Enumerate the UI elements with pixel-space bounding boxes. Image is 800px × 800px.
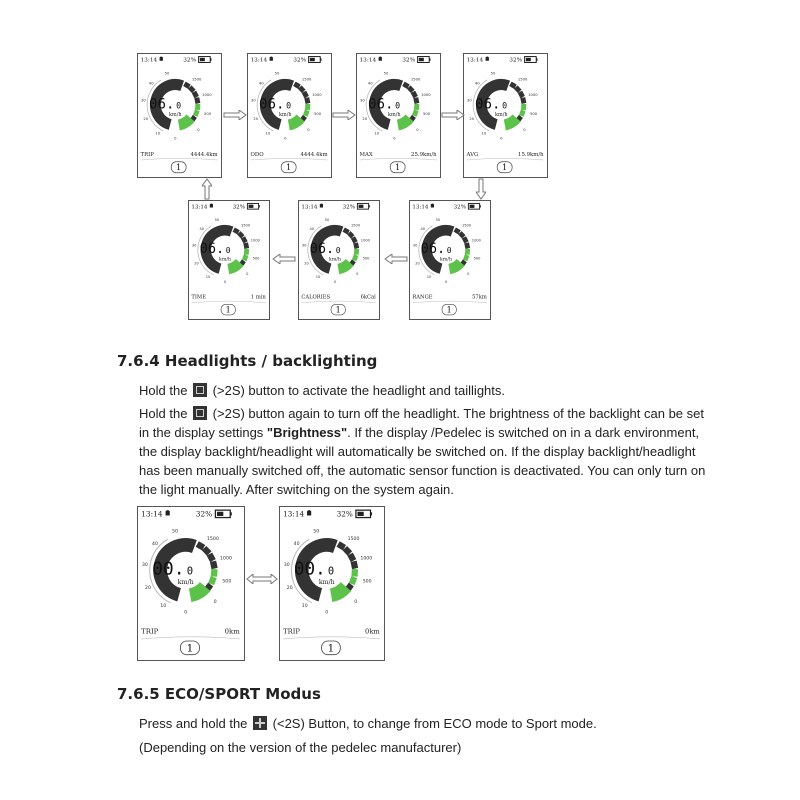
power-tick-label: 500 <box>529 111 538 116</box>
headlight-icon <box>431 203 434 207</box>
battery-icon <box>418 57 431 63</box>
speed-value: 00. <box>152 558 185 580</box>
light-button-icon <box>193 406 207 420</box>
battery-percent: 32% <box>336 509 353 519</box>
power-tick-label: 1000 <box>219 556 233 562</box>
battery-percent: 32% <box>195 509 213 519</box>
assist-level-arc <box>331 587 346 596</box>
speed-decimal: 0 <box>225 246 231 256</box>
speed-tick-label: 40 <box>420 227 426 232</box>
display-screen-light-on <box>137 506 245 661</box>
speed-tick-label: 50 <box>324 217 330 222</box>
assist-level-arc <box>190 587 205 596</box>
display-screen-time <box>188 200 270 320</box>
power-tick-label: 1000 <box>528 93 538 98</box>
clock-text: 13:14 <box>359 57 377 64</box>
power-tick-label: 1000 <box>312 93 322 98</box>
info-label: RANGE <box>412 294 433 301</box>
clock-text: 13:14 <box>301 204 318 211</box>
speed-decimal: 0 <box>446 246 452 256</box>
assist-mode-indicator <box>281 162 296 173</box>
power-tick-label: 500 <box>313 111 322 116</box>
light-button-icon <box>193 383 207 397</box>
power-tick-label: 0 <box>246 271 249 276</box>
text: (<2S) Button, to change from ECO mode to Sport mode. <box>272 716 597 731</box>
headlight-icon <box>486 57 489 61</box>
assist-level-value: 1 <box>335 305 341 315</box>
speed-decimal: 0 <box>502 100 508 111</box>
speed-tick-label: 50 <box>214 217 220 222</box>
power-tick-label: 0 <box>307 127 310 133</box>
double-arrow-icon <box>246 574 278 584</box>
arrow-right-icon <box>441 110 465 120</box>
info-value: 4444.4km <box>300 151 328 158</box>
speed-tick-label: 10 <box>160 603 167 609</box>
battery-percent: 32% <box>402 57 416 64</box>
speed-tick-label: 20 <box>304 261 309 266</box>
assist-level-value: 1 <box>186 642 194 655</box>
assist-level-value: 1 <box>502 162 508 173</box>
power-tick-label: 500 <box>362 256 370 261</box>
text: Press and hold the <box>139 716 248 731</box>
speed-tick-label: 10 <box>481 131 487 136</box>
speed-tick-label: 50 <box>435 217 441 222</box>
speed-unit: km/h <box>495 111 508 118</box>
power-tick-label: 500 <box>222 579 232 585</box>
paragraph-line: the light manually. After switching on the system again. <box>139 482 454 497</box>
power-tick-label: 500 <box>473 256 481 261</box>
speed-tick-label: 0 <box>444 280 448 285</box>
battery-percent: 32% <box>342 204 355 211</box>
battery-icon <box>356 510 372 517</box>
assist-level-arc <box>179 118 191 125</box>
headlight-icon <box>320 203 323 207</box>
headlight-icon <box>160 57 163 61</box>
power-tick-label: 0 <box>523 127 526 133</box>
battery-percent: 32% <box>293 57 307 64</box>
section-heading-headlights: 7.6.4 Headlights / backlighting <box>117 352 378 370</box>
power-tick-label: 0 <box>467 271 470 276</box>
assist-mode-indicator <box>221 304 235 315</box>
assist-mode-indicator <box>390 162 405 173</box>
info-value: 0km <box>365 627 380 636</box>
arrow-down-icon <box>476 178 486 200</box>
speed-tick-label: 10 <box>426 275 432 280</box>
paragraph-line: the display backlight/headlight will automatically be switched on. If the display backlight/headlight <box>139 444 696 459</box>
speed-tick-label: 10 <box>155 131 161 136</box>
info-label: CALORIES <box>301 294 331 301</box>
speed-tick-label: 40 <box>309 227 315 232</box>
speed-unit: km/h <box>318 578 335 587</box>
speed-tick-label: 30 <box>301 243 307 248</box>
assist-mode-indicator <box>497 162 512 173</box>
info-label: TRIP <box>141 627 159 636</box>
mode-button-icon <box>253 716 267 730</box>
speed-decimal: 0 <box>395 100 401 111</box>
battery-percent: 32% <box>183 57 197 64</box>
speed-tick-label: 40 <box>151 541 158 547</box>
speed-unit: km/h <box>328 257 342 263</box>
assist-level-arc <box>505 118 517 125</box>
power-tick-label: 1500 <box>191 77 202 82</box>
speed-decimal: 0 <box>327 565 335 578</box>
info-value: 0km <box>224 627 240 636</box>
speed-tick-label: 10 <box>374 131 380 136</box>
speed-value: 06. <box>259 96 285 113</box>
assist-level-value: 1 <box>225 305 231 315</box>
speed-tick-label: 20 <box>415 261 420 266</box>
paragraph-line <box>139 423 699 442</box>
clock-text: 13:14 <box>191 204 208 211</box>
battery-icon <box>468 203 480 209</box>
assist-mode-indicator <box>442 304 456 315</box>
speed-tick-label: 40 <box>258 81 264 86</box>
speed-tick-label: 50 <box>274 71 280 76</box>
speed-tick-label: 0 <box>333 280 337 285</box>
assist-level-value: 1 <box>286 162 292 173</box>
display-screen-light-off <box>279 506 385 661</box>
speed-tick-label: 20 <box>286 586 293 592</box>
text: Hold the <box>139 383 188 398</box>
paragraph-line <box>139 714 597 733</box>
power-tick-label: 1500 <box>410 77 421 82</box>
speed-tick-label: 0 <box>500 136 503 141</box>
assist-level-arc <box>449 262 460 269</box>
info-label: AVG <box>466 151 479 158</box>
speed-value: 06. <box>149 96 175 113</box>
speed-value: 06. <box>199 240 225 258</box>
battery-icon <box>199 57 212 63</box>
speed-tick-label: 10 <box>315 275 321 280</box>
assist-level-arc <box>228 262 239 269</box>
speed-tick-label: 40 <box>367 81 373 86</box>
section-heading-eco-sport: 7.6.5 ECO/SPORT Modus <box>117 685 321 703</box>
speed-unit: km/h <box>439 257 453 263</box>
power-tick-label: 500 <box>203 111 212 116</box>
display-screen-calories <box>298 200 380 320</box>
speed-tick-label: 20 <box>144 586 151 592</box>
speed-tick-label: 30 <box>467 98 472 103</box>
headlight-icon <box>166 510 170 515</box>
text: in the display settings <box>139 425 267 440</box>
paragraph-line <box>139 404 704 423</box>
arrow-left-icon <box>272 254 296 264</box>
power-tick-label: 0 <box>197 127 200 133</box>
battery-icon <box>309 57 322 63</box>
speed-tick-label: 50 <box>313 529 320 535</box>
speed-unit: km/h <box>279 111 292 118</box>
display-screen-avg <box>463 53 548 178</box>
clock-text: 13:14 <box>250 57 268 64</box>
speed-tick-label: 50 <box>490 71 496 76</box>
arrow-up-icon <box>202 178 212 200</box>
headlight-icon <box>307 510 311 515</box>
text: . If the display /Pedelec is switched on in a dark environment, <box>347 425 700 440</box>
clock-text: 13:14 <box>412 204 429 211</box>
info-value: 6kCal <box>360 294 376 301</box>
power-tick-label: 1000 <box>202 93 212 98</box>
speed-decimal: 0 <box>176 100 182 111</box>
speed-decimal: 0 <box>186 565 194 578</box>
info-label: TRIP <box>283 627 300 636</box>
assist-level-value: 1 <box>176 162 182 173</box>
speed-decimal: 0 <box>335 246 341 256</box>
info-value: 1 min <box>250 294 266 301</box>
speed-tick-label: 30 <box>283 562 290 568</box>
assist-mode-indicator <box>180 641 199 655</box>
power-tick-label: 1500 <box>350 223 361 228</box>
speed-tick-label: 20 <box>194 261 199 266</box>
brightness-setting-name: "Brightness" <box>266 425 348 440</box>
power-tick-label: 500 <box>422 111 431 116</box>
speed-tick-label: 20 <box>143 117 149 122</box>
speed-tick-label: 40 <box>199 227 205 232</box>
battery-percent: 32% <box>509 57 523 64</box>
assist-level-arc <box>338 262 349 269</box>
headlight-icon <box>270 57 273 61</box>
battery-icon <box>247 203 259 209</box>
headlight-icon <box>379 57 382 61</box>
power-tick-label: 0 <box>416 127 419 133</box>
power-tick-label: 1000 <box>421 93 431 98</box>
clock-text: 13:14 <box>140 57 158 64</box>
info-label: TIME <box>191 294 207 301</box>
assist-level-arc <box>398 118 410 125</box>
power-tick-label: 0 <box>213 599 217 605</box>
info-label: ODO <box>250 151 264 158</box>
assist-level-value: 1 <box>446 305 452 315</box>
speed-tick-label: 20 <box>253 117 259 122</box>
power-tick-label: 1500 <box>240 223 251 228</box>
speed-tick-label: 30 <box>412 243 418 248</box>
speed-tick-label: 50 <box>171 529 179 535</box>
speed-tick-label: 0 <box>284 136 287 141</box>
power-tick-label: 1500 <box>301 77 312 82</box>
speed-tick-label: 10 <box>301 603 308 609</box>
speed-tick-label: 30 <box>141 98 146 103</box>
speed-tick-label: 0 <box>393 136 396 141</box>
speed-tick-label: 0 <box>174 136 177 141</box>
speed-tick-label: 30 <box>360 98 365 103</box>
clock-text: 13:14 <box>466 57 484 64</box>
arrow-right-icon <box>332 110 356 120</box>
battery-percent: 32% <box>453 204 466 211</box>
assist-mode-indicator <box>322 641 341 655</box>
arrow-left-icon <box>384 254 408 264</box>
speed-value: 06. <box>475 96 501 113</box>
battery-icon <box>215 510 231 517</box>
power-tick-label: 0 <box>354 599 358 605</box>
speed-tick-label: 40 <box>474 81 480 86</box>
power-tick-label: 500 <box>252 256 260 261</box>
paragraph-line <box>139 381 505 400</box>
speed-decimal: 0 <box>286 100 292 111</box>
text: (>2S) button again to turn off the headlight. The brightness of the backlight can be set <box>212 406 704 421</box>
info-value: 25.9km/h <box>411 151 437 158</box>
power-tick-label: 1000 <box>471 238 481 243</box>
power-tick-label: 0 <box>356 271 359 276</box>
power-tick-label: 1500 <box>461 223 472 228</box>
clock-text: 13:14 <box>141 509 163 519</box>
display-screen-odo <box>247 53 332 178</box>
speed-unit: km/h <box>169 111 182 118</box>
speed-tick-label: 30 <box>191 243 197 248</box>
speed-value: 06. <box>309 240 335 258</box>
paragraph-line: has been manually switched off, the automatic sensor function is deactivated. You can only turn on <box>139 463 706 478</box>
power-tick-label: 1000 <box>360 238 370 243</box>
assist-level-value: 1 <box>327 642 335 655</box>
speed-tick-label: 20 <box>362 117 368 122</box>
info-value: 15.9km/h <box>518 151 544 158</box>
speed-tick-label: 20 <box>469 117 475 122</box>
power-tick-label: 1000 <box>360 556 373 562</box>
speed-value: 06. <box>420 240 446 258</box>
power-tick-label: 1500 <box>206 537 220 543</box>
info-label: TRIP <box>140 151 154 158</box>
paragraph-line: (Depending on the version of the pedelec manufacturer) <box>139 740 462 755</box>
speed-tick-label: 40 <box>293 541 300 547</box>
info-label: MAX <box>359 151 373 158</box>
assist-level-arc <box>289 118 301 125</box>
speed-tick-label: 0 <box>184 610 188 616</box>
assist-mode-indicator <box>171 162 186 173</box>
speed-unit: km/h <box>177 579 194 587</box>
speed-tick-label: 40 <box>148 81 154 86</box>
speed-tick-label: 50 <box>383 71 389 76</box>
headlight-icon <box>210 203 213 207</box>
speed-tick-label: 0 <box>223 280 227 285</box>
display-screen-range <box>409 200 491 320</box>
power-tick-label: 500 <box>362 579 372 585</box>
power-tick-label: 1500 <box>347 537 360 543</box>
info-value: 4444.4km <box>190 151 218 158</box>
power-tick-label: 1000 <box>250 238 260 243</box>
speed-tick-label: 10 <box>265 131 271 136</box>
speed-tick-label: 50 <box>164 71 170 76</box>
speed-unit: km/h <box>218 257 232 263</box>
speed-tick-label: 10 <box>205 275 211 280</box>
speed-tick-label: 30 <box>251 98 256 103</box>
clock-text: 13:14 <box>283 509 305 519</box>
battery-icon <box>525 57 538 63</box>
assist-mode-indicator <box>331 304 345 315</box>
speed-tick-label: 30 <box>141 562 148 568</box>
display-screen-max <box>356 53 441 178</box>
display-screen-trip <box>137 53 222 178</box>
battery-icon <box>357 203 369 209</box>
speed-unit: km/h <box>388 111 401 118</box>
battery-percent: 32% <box>232 204 245 211</box>
power-tick-label: 1500 <box>517 77 528 82</box>
arrow-right-icon <box>223 110 247 120</box>
speed-value: 06. <box>368 96 394 113</box>
speed-value: 00. <box>293 558 326 580</box>
speed-tick-label: 0 <box>325 610 329 616</box>
info-value: 57km <box>472 294 487 301</box>
text: Hold the <box>139 406 188 421</box>
assist-level-value: 1 <box>395 162 401 173</box>
text: (>2S) button to activate the headlight and taillights. <box>212 383 506 398</box>
